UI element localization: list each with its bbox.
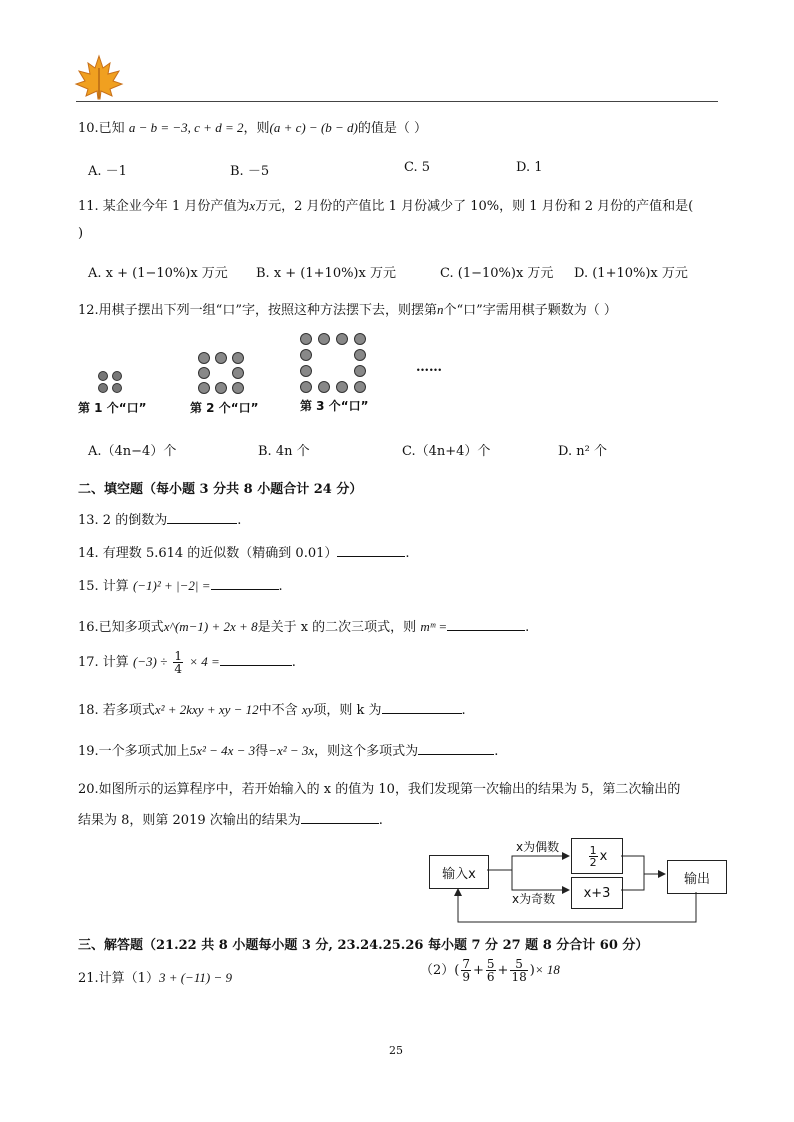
question-15: 15. 计算 (−1)² + |−2| = . xyxy=(78,578,283,594)
q19-text-c: ，则这个多项式为 xyxy=(314,744,419,759)
q21-f2-numerator: 5 xyxy=(486,957,495,971)
section-2-heading: 二、填空题（每小题 3 分共 8 小题合计 24 分） xyxy=(78,482,363,497)
q14-text: 14. 有理数 5.614 的近似数（精确到 0.01） xyxy=(78,546,338,561)
flow-output-box: 输出 xyxy=(667,860,727,894)
q10-option-d: D. 1 xyxy=(516,160,543,175)
q17-answer-blank[interactable] xyxy=(220,665,292,666)
q15-answer-blank[interactable] xyxy=(211,589,279,590)
q18-text-a: 18. 若多项式 xyxy=(78,703,155,718)
q19-expression-1: 5x² − 4x − 3 xyxy=(189,743,256,758)
q21-label-2: （2） xyxy=(420,963,455,978)
q11-text-a: 11. 某企业今年 1 月份产值为 xyxy=(78,199,250,214)
q17-fraction xyxy=(173,650,183,675)
figure-2-label: 第 2 个“口” xyxy=(190,401,259,415)
chess-piece xyxy=(336,333,348,345)
q17-expression-b: × 4 = xyxy=(189,654,220,669)
q21-f1-denominator: 9 xyxy=(462,970,470,984)
chess-piece xyxy=(198,367,210,379)
q15-expression: (−1)² + |−2| = xyxy=(132,578,211,593)
q11-option-b: B. x + (1+10%)x 万元 xyxy=(256,266,396,281)
chess-piece xyxy=(354,333,366,345)
q21-fraction-3 xyxy=(510,958,527,983)
chess-piece xyxy=(318,333,330,345)
chess-piece xyxy=(232,367,244,379)
header-rule xyxy=(76,101,718,102)
question-20-line-2: 结果为 8，则第 2019 次输出的结果为 . xyxy=(78,813,383,828)
figure-1-label: 第 1 个“口” xyxy=(78,401,147,415)
q20-answer-blank[interactable] xyxy=(301,823,379,824)
q13-text: 13. 2 的倒数为 xyxy=(78,513,168,528)
q10-option-a: A. －1 xyxy=(88,164,127,179)
chess-piece xyxy=(232,352,244,364)
chess-piece xyxy=(198,382,210,394)
q11-var: x xyxy=(249,198,256,213)
q11-option-a: A. x + (1−10%)x 万元 xyxy=(88,266,228,281)
q17-numerator: 1 xyxy=(174,649,183,663)
q19-answer-blank[interactable] xyxy=(418,754,494,755)
q12-var: n xyxy=(436,302,444,317)
chess-piece xyxy=(300,381,312,393)
q11-option-c: C. (1−10%)x 万元 xyxy=(440,266,554,281)
q21-expression-1: 3 + (−11) − 9 xyxy=(158,970,232,985)
q21-fraction-1 xyxy=(461,958,471,983)
q21-f2-denominator: 6 xyxy=(486,970,495,984)
chess-piece xyxy=(98,383,108,393)
chess-piece xyxy=(300,333,312,345)
chess-piece xyxy=(98,371,108,381)
q12-option-c: C.（4n+4）个 xyxy=(402,444,491,459)
question-14: 14. 有理数 5.614 的近似数（精确到 0.01） . xyxy=(78,546,410,561)
flow-half-denominator: 2 xyxy=(589,855,597,869)
question-13: 13. 2 的倒数为 . xyxy=(78,513,242,528)
q12-option-b: B. 4n 个 xyxy=(258,444,310,459)
q21-f3-numerator: 5 xyxy=(510,958,527,971)
question-21-part-2: （2）( $\frac{7}{9}$ + $\frac{5}{6}$ + $\frac{5}{18}$ )× 18 xyxy=(420,957,560,984)
q16-expression-c: mᵐ = xyxy=(420,619,448,634)
chess-piece xyxy=(354,381,366,393)
q11-text-c: ) xyxy=(78,226,84,241)
q21-fraction-2 xyxy=(486,958,496,983)
question-10 xyxy=(78,117,427,136)
q16-expression: x^(m−1) + 2x + 8 xyxy=(163,619,258,634)
q12-text-b: 个“口”字需用棋子颗数为（ ） xyxy=(443,303,617,318)
question-21-part-1 xyxy=(78,967,232,986)
q18-answer-blank[interactable] xyxy=(382,713,462,714)
q18-text-b: 中不含 xyxy=(258,703,298,718)
q19-text-a: 19.一个多项式加上 xyxy=(78,744,190,759)
q12-option-d: D. n² 个 xyxy=(558,444,607,459)
q12-option-a: A.（4n−4）个 xyxy=(88,444,177,459)
question-12 xyxy=(78,299,617,318)
q18-text-d: 项，则 k 为 xyxy=(313,703,382,718)
section-3-heading: 三、解答题（21.22 共 8 小题每小题 3 分, 23.24.25.26 每小题 7 分 27 题 8 分合计 60 分） xyxy=(78,938,649,953)
q16-text-a: 16.已知多项式 xyxy=(78,620,164,635)
q10-option-b: B. －5 xyxy=(230,164,270,179)
flow-even-label: x为偶数 xyxy=(516,840,560,854)
q17-expression-a: (−3) ÷ xyxy=(132,654,168,669)
q10-option-c: C. 5 xyxy=(404,160,431,175)
flow-input-box: 输入x xyxy=(429,855,489,889)
q10-suffix: 的值是（ ） xyxy=(357,121,428,136)
q16-answer-blank[interactable] xyxy=(447,630,525,631)
flow-odd-label: x为奇数 xyxy=(512,892,556,906)
chess-piece xyxy=(336,381,348,393)
q18-expression: x² + 2kxy + xy − 12 xyxy=(154,702,259,717)
q21-label-1: 21.计算（1） xyxy=(78,971,159,986)
q10-condition: a − b = −3, c + d = 2 xyxy=(128,120,244,135)
q18-xy: xy xyxy=(301,702,314,717)
flow-half-var: x xyxy=(599,848,608,864)
q16-text-b: 是关于 x 的二次三项式，则 xyxy=(257,620,417,635)
flow-plus3-box: x+3 xyxy=(571,877,623,909)
q13-answer-blank[interactable] xyxy=(167,523,237,524)
chess-piece xyxy=(300,349,312,361)
chess-piece xyxy=(215,382,227,394)
question-16: 16.已知多项式x^(m−1) + 2x + 8是关于 x 的二次三项式，则 mᵐ = . xyxy=(78,619,530,635)
maple-leaf-icon xyxy=(74,54,124,100)
q14-answer-blank[interactable] xyxy=(337,556,405,557)
page-number: 25 xyxy=(389,1044,403,1057)
q11-text-b: 万元，2 月份的产值比 1 月份减少了 10%，则 1 月份和 2 月份的产值和是( xyxy=(255,199,694,214)
question-18: 18. 若多项式x² + 2kxy + xy − 12中不含 xy项，则 k 为 . xyxy=(78,702,466,718)
q21-f3-denominator: 18 xyxy=(511,970,527,984)
question-11 xyxy=(78,195,693,214)
q11-option-d: D. (1+10%)x 万元 xyxy=(574,266,688,281)
q19-text-b: 得 xyxy=(255,744,269,759)
flow-arrows xyxy=(420,840,720,930)
chess-piece xyxy=(112,383,122,393)
q10-mid: ，则 xyxy=(243,121,270,136)
q10-prefix: 10.已知 xyxy=(78,121,125,136)
chess-piece xyxy=(318,381,330,393)
q20-text-line-2: 结果为 8，则第 2019 次输出的结果为 xyxy=(78,813,301,828)
q10-expression: (a + c) − (b − d) xyxy=(269,120,358,135)
question-19: 19.一个多项式加上5x² − 4x − 3得−x² − 3x，则这个多项式为 . xyxy=(78,743,499,759)
q15-label: 15. 计算 xyxy=(78,579,129,594)
q12-text-a: 12.用棋子摆出下列一组“口”字，按照这种方法摆下去，则摆第 xyxy=(78,303,437,318)
chess-piece xyxy=(112,371,122,381)
q19-expression-2: −x² − 3x xyxy=(268,743,315,758)
chess-piece xyxy=(215,352,227,364)
question-17: 17. 计算 (−3) ÷ $\frac{1}{4}$ × 4 = . xyxy=(78,649,296,676)
chess-piece xyxy=(198,352,210,364)
q20-text-line-1: 20.如图所示的运算程序中，若开始输入的 x 的值为 10，我们发现第一次输出的结果为 5，第二次输出的 xyxy=(78,782,681,797)
q21-tail: × 18 xyxy=(534,962,560,977)
figure-3-label: 第 3 个“口” xyxy=(300,399,369,413)
q17-label: 17. 计算 xyxy=(78,655,129,670)
chess-piece xyxy=(300,365,312,377)
chess-piece xyxy=(354,349,366,361)
q12-ellipsis: …… xyxy=(416,360,442,375)
chess-piece xyxy=(232,382,244,394)
q17-denominator: 4 xyxy=(174,662,183,676)
flow-half-numerator: 1 xyxy=(589,843,597,857)
chess-piece xyxy=(354,365,366,377)
q21-f1-numerator: 7 xyxy=(462,957,470,971)
